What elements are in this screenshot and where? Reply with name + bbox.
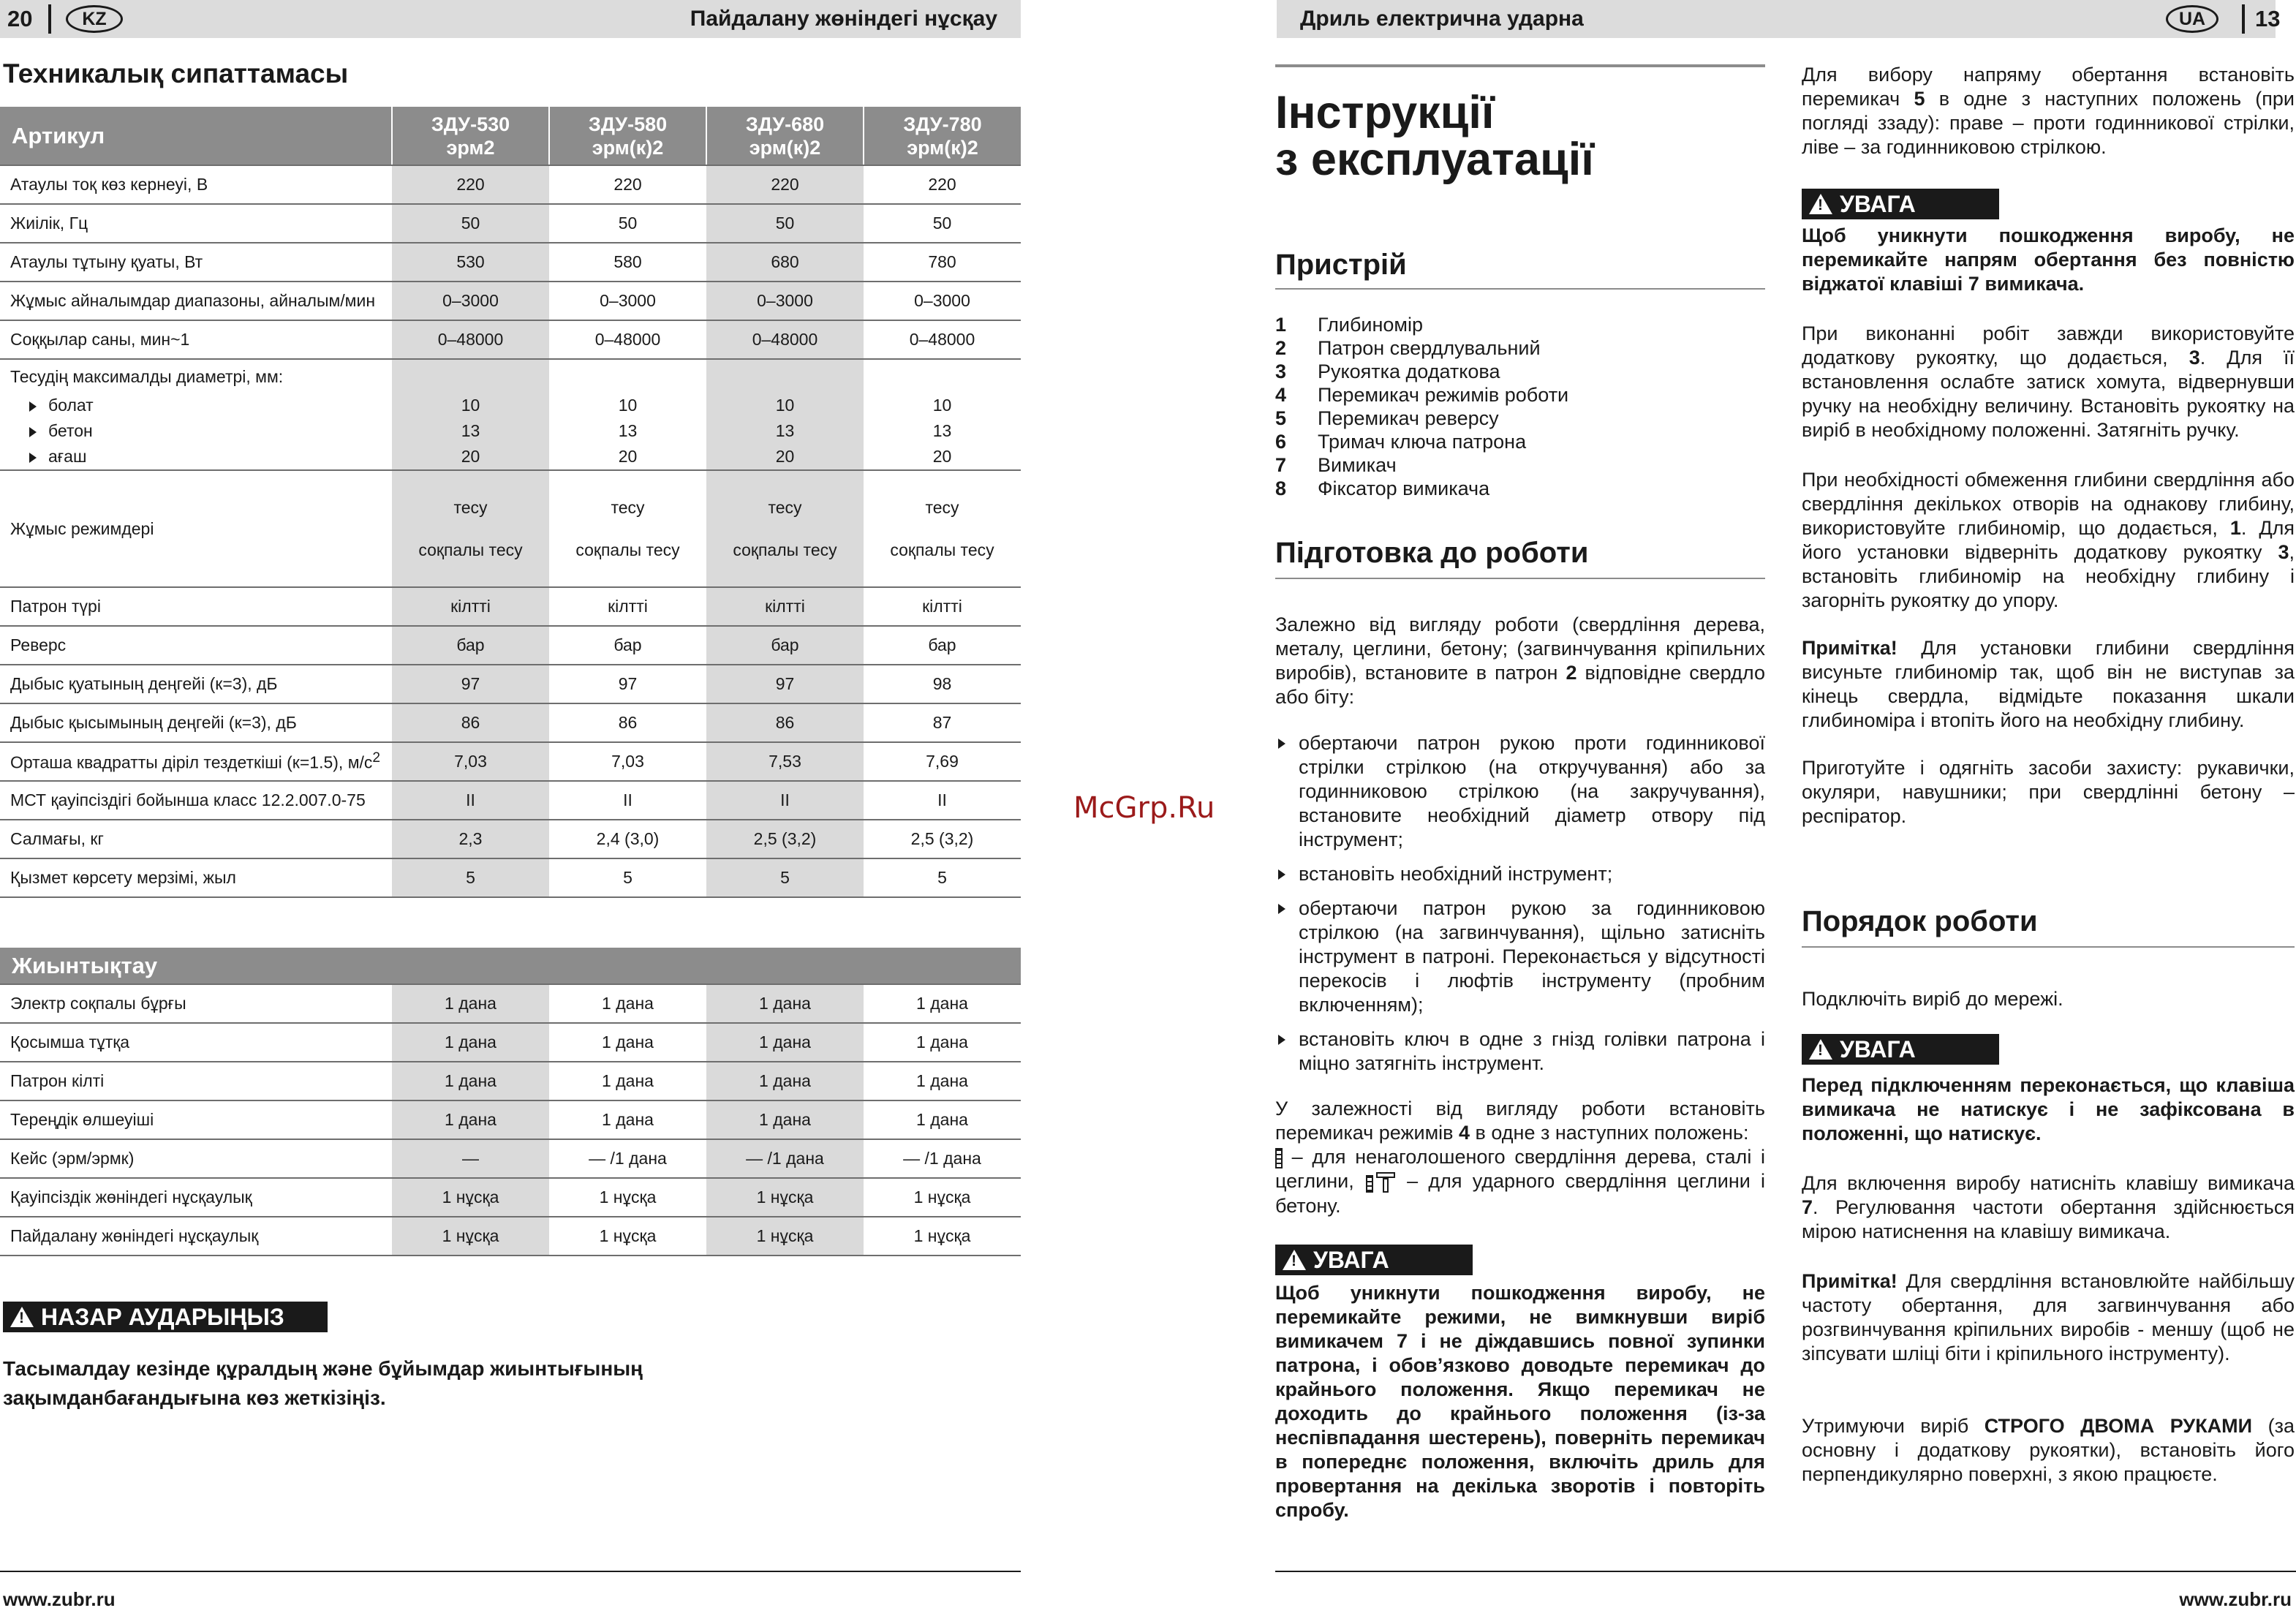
list-item-number: 4 — [1275, 384, 1287, 406]
list-item-text: обертаючи патрон рукою проти годинникової стрілки стрілкою (на откручування) або за годинниковою стрілкою (на закручування), встановите необхідний діаметр отвору під інструмент; — [1299, 732, 1765, 850]
row-label: Қосымша тұтқа — [0, 1023, 392, 1062]
row-value: 1 нұсқа — [392, 1178, 549, 1217]
row-value: кілтті — [549, 587, 706, 626]
row-value: бар — [392, 626, 549, 665]
list-item — [1275, 407, 1765, 430]
row-value: 1 дана — [392, 984, 549, 1023]
model-header: ЗДУ-780 эрм(к)2 — [864, 107, 1021, 165]
table-row — [0, 320, 1021, 359]
row-value: 5 — [706, 858, 864, 897]
list-item-text: Глибиномір — [1318, 314, 1423, 336]
row-value: 1 нұсқа — [549, 1217, 706, 1256]
two-hands-text: Утримуючи виріб СТРОГО ДВОМА РУКАМИ (за основну і додаткову рукоятки), встановіть його перпендикулярно поверхні, з якою працюєте. — [1802, 1415, 2295, 1485]
row-value: 50 — [706, 204, 864, 243]
list-item — [1275, 1027, 1765, 1076]
warning-icon — [1809, 1039, 1832, 1060]
right-footer-line — [1275, 1571, 2296, 1572]
row-label: Атаулы тұтыну қуаты, Вт — [0, 243, 392, 282]
list-item-number: 2 — [1275, 337, 1287, 359]
list-item-text: Вимикач — [1318, 454, 1397, 476]
row-value: 2,5 (3,2) — [706, 820, 864, 858]
list-item-number: 8 — [1275, 477, 1287, 499]
row-value: 1 дана — [864, 984, 1021, 1023]
row-value: 86 — [392, 703, 549, 742]
diameter-label: Тесудің максималды диаметрі, мм: — [10, 367, 284, 386]
row-value: 86 — [706, 703, 864, 742]
table-row — [0, 204, 1021, 243]
row-value: 780 — [864, 243, 1021, 282]
row-value: 1 дана — [392, 1062, 549, 1100]
row-value: 680 — [706, 243, 864, 282]
prep-intro: Залежно від вигляду роботи (свердління дерева, металу, цеглини, бетону; (загвинчування кріпильних виробів), встановите в патрон 2 відповідне свердло або біту: — [1275, 613, 1765, 708]
table-row — [0, 165, 1021, 204]
device-section-title: Пристрій — [1275, 249, 1407, 281]
table-row — [0, 858, 1021, 897]
row-value: 220 — [392, 165, 549, 204]
warning-text-switch: Перед підключенням переконається, що клавіша вимикача не натискує і не зафіксована в положенні, що натискує. — [1802, 1074, 2295, 1144]
row-value: 1 дана — [549, 1100, 706, 1139]
spec-table — [0, 107, 1021, 898]
kit-table-header: Жиынтықтау — [0, 948, 1021, 984]
row-label: Дыбыс қысымының деңгейі (к=3), дБ — [0, 703, 392, 742]
left-footer-line — [0, 1571, 1021, 1572]
left-warning-badge: ! НАЗАР АУДАРЫҢЫЗ — [3, 1302, 328, 1332]
warning-text-modes: Щоб уникнути пошкодження виробу, не перемикайте режими, не вимкнувши виріб вимикачем 7 і не діждавшись повної зупинки патрона, і обов’язково доводьте перемикач до крайнього положення. Якщо перемикач не доходить до крайнього положення (із-за неспівпадання шестерень), поверніть перемикач в попереднє положення, включіть дриль для провертання на декілька зворотів і повторіть спробу. — [1275, 1282, 1765, 1521]
table-row — [0, 587, 1021, 626]
section-rule — [1275, 578, 1765, 579]
row-value: 1 нұсқа — [864, 1178, 1021, 1217]
row-value: 1 нұсқа — [706, 1178, 864, 1217]
vibration-label: Орташа квадратты діріл тездеткіші (к=1.5), м/с — [10, 752, 373, 772]
row-value: 2,5 (3,2) — [864, 820, 1021, 858]
bullet-icon — [1278, 1035, 1285, 1045]
row-value: 0–48000 — [706, 320, 864, 359]
left-page-number: 20 — [7, 6, 33, 31]
warning-icon — [10, 1307, 34, 1327]
model-header: ЗДУ-530 эрм2 — [392, 107, 549, 165]
table-row — [0, 282, 1021, 320]
table-row — [0, 1062, 1021, 1100]
row-value: кілтті — [864, 587, 1021, 626]
row-value: 1 дана — [549, 1062, 706, 1100]
mode-switch-text: У залежності від вигляду роботи встановіть перемикач режимів 4 в одне з наступних положень: – для ненаголошеного свердління дерева, сталі і цеглини, – для ударного свердління цеглини і бетону. — [1275, 1098, 1766, 1217]
row-value: 0–3000 — [549, 282, 706, 320]
left-header-title: Пайдалану жөніндегі нұсқау — [690, 7, 997, 31]
row-value: II — [392, 781, 549, 820]
row-value: 98 — [864, 665, 1021, 703]
row-value: 86 — [549, 703, 706, 742]
row-value: II — [864, 781, 1021, 820]
switch-on-text: Для включення виробу натисніть клавішу вимикача 7. Регулювання частоти обертання здійснюється мірою натиснення на клавішу вимикача. — [1802, 1172, 2295, 1242]
row-value: 1 дана — [549, 1023, 706, 1062]
row-value: бар — [706, 626, 864, 665]
row-value: 2,3 — [392, 820, 549, 858]
list-item-text: Рукоятка додаткова — [1318, 360, 1500, 382]
table-row: Жұмыс режимдері тесу соқпалы тесу тесу соқпалы тесу тесу соқпалы тесу тесу соқпалы тесу — [0, 470, 1021, 587]
row-label: МСТ қауіпсіздігі бойынша класс 12.2.007.0-75 — [0, 781, 392, 820]
header-separator — [48, 4, 51, 34]
left-footer-url: www.zubr.ru — [3, 1588, 116, 1610]
reverse-instructions: Для вибору напряму обертання встановіть перемикач 5 в одне з наступних положень (при погляді ззаду): праве – проти годинникової стрілки, ліве – за годинниковою стрілкою. — [1802, 64, 2295, 158]
table-row — [0, 626, 1021, 665]
language-badge-kz: KZ — [66, 5, 123, 33]
row-label: Жұмыс айналымдар диапазоны, айналым/мин — [0, 282, 392, 320]
row-value: II — [549, 781, 706, 820]
row-value: 1 нұсқа — [549, 1178, 706, 1217]
row-value: 50 — [864, 204, 1021, 243]
row-value: 1 дана — [392, 1100, 549, 1139]
list-item-text: Фіксатор вимикача — [1318, 477, 1490, 499]
row-value: 220 — [706, 165, 864, 204]
depth-gauge-instructions: При необхідності обмеження глибини свердління або свердління декількох отворів на однакову глибину, використовуйте глибиномір, що додається, 1. Для його установки відверніть додаткову рукоятку 3, встановіть глибиномір на необхідну глибину і загорніть рукоятку до упору. — [1802, 469, 2295, 611]
modes-label: Жұмыс режимдері — [0, 470, 392, 587]
list-item — [1275, 383, 1765, 407]
table-row — [0, 1178, 1021, 1217]
warning-badge: ! УВАГА — [1275, 1245, 1473, 1275]
table-row — [0, 1023, 1021, 1062]
row-value: кілтті — [392, 587, 549, 626]
row-value: бар — [864, 626, 1021, 665]
row-value: бар — [549, 626, 706, 665]
row-value: 0–3000 — [864, 282, 1021, 320]
row-label: Салмағы, кг — [0, 820, 392, 858]
row-value: 1 нұсқа — [864, 1217, 1021, 1256]
row-value: — /1 дана — [706, 1139, 864, 1178]
bullet-icon — [1278, 904, 1285, 914]
watermark: McGrp.Ru — [1073, 791, 1215, 825]
row-value: кілтті — [706, 587, 864, 626]
list-item-text: встановіть необхідний інструмент; — [1299, 863, 1613, 885]
row-value: 1 дана — [864, 1100, 1021, 1139]
table-row — [0, 703, 1021, 742]
left-warning-text: Тасымалдау кезінде құралдың және бұйымдар жиынтығының зақымданбағандығына көз жеткізіңіз. — [3, 1357, 643, 1409]
table-row — [0, 243, 1021, 282]
list-item — [1275, 360, 1765, 383]
speed-note: Примітка! Для свердління встановлюйте найбільшу частоту обертання, для загвинчування або розгвинчування кріпильних виробів - меншу (щоб не зіпсувати шліці біти і кріпильного інструменту). — [1802, 1270, 2295, 1364]
warning-icon — [1283, 1250, 1306, 1270]
row-value: 1 дана — [864, 1023, 1021, 1062]
depth-note: Примітка! Для установки глибини свердління висуньте глибиномір так, щоб він не виступав за кінець свердла, відмідьте показання шкали глибиноміра і втопіть його на необхідну глибину. — [1802, 637, 2295, 731]
table-row — [0, 1217, 1021, 1256]
row-value: — /1 дана — [549, 1139, 706, 1178]
row-value: 1 нұсқа — [706, 1217, 864, 1256]
handle-instructions: При виконанні робіт завжди використовуйте додаткову рукоятку, що додається, 3. Для її встановлення ослабте затиск хомута, відвернувши ручку на необхідну величину. Встановіть рукоятку на виріб в необхідному положенні. Затягніть ручку. — [1802, 322, 2295, 441]
connect-text: Подключіть виріб до мережі. — [1802, 988, 2063, 1010]
list-item-number: 3 — [1275, 360, 1287, 382]
row-label: Дыбыс қуатының деңгейі (к=3), дБ — [0, 665, 392, 703]
row-label: Атаулы тоқ көз кернеуі, В — [0, 165, 392, 204]
spec-table-header: Артикул — [0, 107, 392, 165]
kit-table — [0, 948, 1021, 1256]
order-section-title: Порядок роботи — [1802, 905, 2038, 937]
title-rule — [1275, 64, 1765, 67]
list-item — [1275, 862, 1765, 886]
row-label: Пайдалану жөніндегі нұсқаулық — [0, 1217, 392, 1256]
language-badge-ua: UA — [2166, 5, 2218, 33]
list-item-text: Перемикач реверсу — [1318, 407, 1499, 429]
warning-text-reverse: Щоб уникнути пошкодження виробу, не перемикайте напрям обертання без повністю віджатої клавіші 7 вимикача. — [1802, 224, 2295, 295]
list-item-text: Перемикач режимів роботи — [1318, 384, 1569, 406]
device-parts-list — [1275, 313, 1765, 500]
row-value: 97 — [392, 665, 549, 703]
list-item-text: встановіть ключ в одне з гнізд голівки патрона і міцно затягніть інструмент. — [1299, 1028, 1765, 1074]
row-label: Кейс (эрм/эрмк) — [0, 1139, 392, 1178]
table-row: Тесудің максималды диаметрі, мм: болат бетон ағаш 10 13 20 10 13 20 10 13 20 10 13 20 — [0, 359, 1021, 470]
row-value: 5 — [392, 858, 549, 897]
row-value: 1 дана — [706, 1023, 864, 1062]
list-item — [1275, 731, 1765, 852]
row-label: Электр соқпалы бұрғы — [0, 984, 392, 1023]
table-row — [0, 781, 1021, 820]
prep-steps-list — [1275, 731, 1765, 1086]
list-item-text: Тримач ключа патрона — [1318, 431, 1527, 453]
row-label: Тереңдік өлшеуіші — [0, 1100, 392, 1139]
table-row — [0, 820, 1021, 858]
section-rule — [1802, 946, 2295, 948]
table-row — [0, 665, 1021, 703]
table-row — [0, 984, 1021, 1023]
row-label: Реверс — [0, 626, 392, 665]
row-value: 97 — [706, 665, 864, 703]
row-value: 1 дана — [706, 1062, 864, 1100]
spec-section-title: Техникалық сипаттамасы — [3, 58, 349, 88]
row-value: 87 — [864, 703, 1021, 742]
list-item — [1275, 336, 1765, 360]
bullet-icon — [1278, 869, 1285, 880]
prep-section-title: Підготовка до роботи — [1275, 537, 1589, 569]
row-value: 220 — [864, 165, 1021, 204]
list-item-number: 6 — [1275, 431, 1287, 453]
row-value: 2,4 (3,0) — [549, 820, 706, 858]
warning-icon — [1809, 194, 1832, 214]
list-item — [1275, 453, 1765, 477]
right-footer-url: www.zubr.ru — [2179, 1588, 2292, 1610]
row-value: 1 нұсқа — [392, 1217, 549, 1256]
right-page-number: 13 — [2255, 6, 2281, 31]
row-value: 5 — [549, 858, 706, 897]
row-value: 50 — [392, 204, 549, 243]
row-value: 1 дана — [549, 984, 706, 1023]
right-header-title: Дриль електрична ударна — [1300, 7, 1584, 31]
row-value: — /1 дана — [864, 1139, 1021, 1178]
row-value: 1 дана — [706, 1100, 864, 1139]
row-value: — — [392, 1139, 549, 1178]
list-item-number: 1 — [1275, 314, 1287, 336]
model-header: ЗДУ-680 эрм(к)2 — [706, 107, 864, 165]
table-row: Орташа квадратты діріл тездеткіші (к=1.5), $м/с^2$ 7,03 7,03 7,53 7,69 — [0, 742, 1021, 781]
list-item-number: 5 — [1275, 407, 1287, 429]
hammer-mode-icon — [1364, 1171, 1397, 1194]
table-row — [0, 1100, 1021, 1139]
protection-text: Приготуйте і одягніть засоби захисту: рукавички, окуляри, навушники; при свердлінні бетону – респіратор. — [1802, 757, 2295, 827]
row-label: Патрон кілті — [0, 1062, 392, 1100]
list-item — [1275, 313, 1765, 336]
list-item-text: Патрон свердлувальний — [1318, 337, 1541, 359]
row-value: 0–3000 — [706, 282, 864, 320]
row-value: 580 — [549, 243, 706, 282]
manual-title: Інструкції з експлуатації — [1275, 87, 1594, 185]
row-value: 530 — [392, 243, 549, 282]
list-item-text: обертаючи патрон рукою за годинниковою стрілкою (на загвинчування), щільно затисніть інструмент в патроні. Переконається у відсутності перекосів і люфтів інструменту (пробним включенням); — [1299, 897, 1765, 1016]
list-item — [1275, 477, 1765, 500]
row-value: 0–48000 — [864, 320, 1021, 359]
row-value: 97 — [549, 665, 706, 703]
model-header: ЗДУ-580 эрм(к)2 — [549, 107, 706, 165]
list-item-number: 7 — [1275, 454, 1287, 476]
warning-badge: ! УВАГА — [1802, 1034, 1999, 1065]
row-value: 5 — [864, 858, 1021, 897]
bullet-icon — [1278, 739, 1285, 749]
row-value: 0–48000 — [549, 320, 706, 359]
header-separator — [2242, 4, 2245, 34]
row-value: 1 дана — [864, 1062, 1021, 1100]
row-label: Қызмет көрсету мерзімі, жыл — [0, 858, 392, 897]
row-value: 1 дана — [706, 984, 864, 1023]
row-label: Патрон түрі — [0, 587, 392, 626]
table-row — [0, 1139, 1021, 1178]
list-item — [1275, 896, 1765, 1017]
row-value: II — [706, 781, 864, 820]
row-value: 50 — [549, 204, 706, 243]
row-value: 1 дана — [392, 1023, 549, 1062]
list-item — [1275, 430, 1765, 453]
warning-badge: ! УВАГА — [1802, 189, 1999, 219]
row-value: 0–3000 — [392, 282, 549, 320]
drill-mode-icon — [1275, 1148, 1283, 1168]
row-label: Жиілік, Гц — [0, 204, 392, 243]
row-label: Қауіпсіздік жөніндегі нұсқаулық — [0, 1178, 392, 1217]
row-label: Соққылар саны, мин~1 — [0, 320, 392, 359]
section-rule — [1275, 288, 1765, 290]
row-value: 220 — [549, 165, 706, 204]
row-value: 0–48000 — [392, 320, 549, 359]
